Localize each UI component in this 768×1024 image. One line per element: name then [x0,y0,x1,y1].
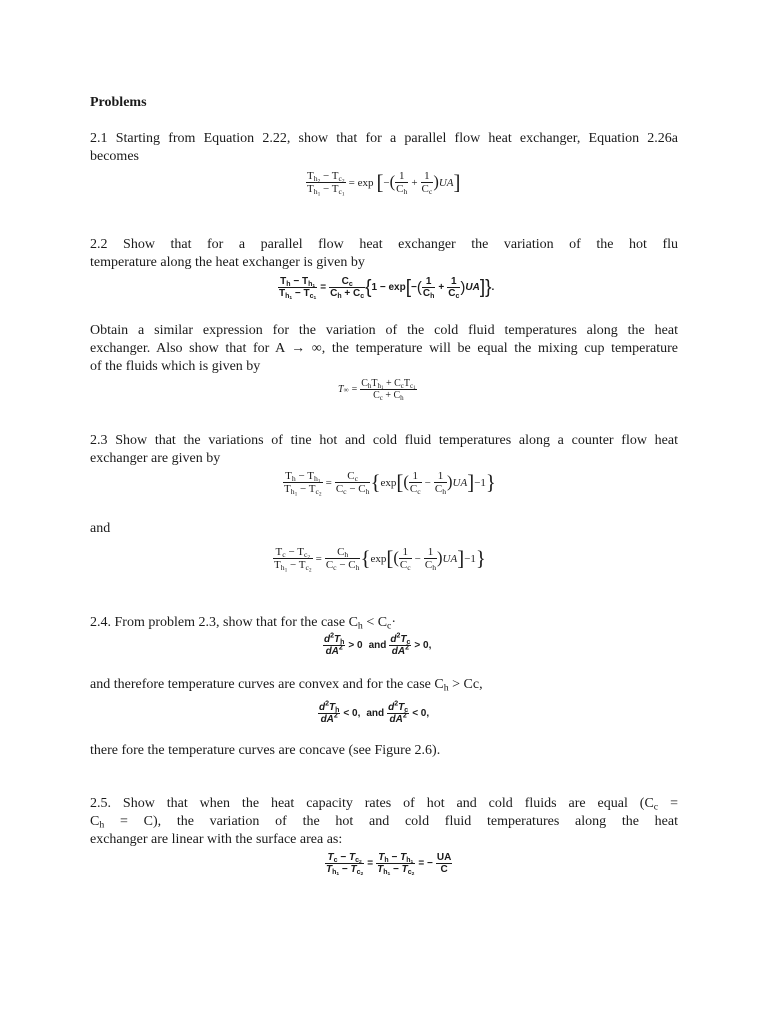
problem-2-4-line-2: and therefore temperature curves are convex and for the case $C_h > Cc$, [90,677,483,694]
equation-2-5: $\frac{T_c - T_{c_2}}{T_{h_1} - T_{c_2}}$ = $\frac{T_h - T_{h_1}}{T_{h_1} - T_{c_2}}$ = − $\frac{UA}{C}$ [326,852,452,877]
problem-2-1-line-2: becomes [90,149,139,164]
equation-2-4-convex: $\frac{d^2T_h}{dA^2}$ > 0 and $\frac{d^2T_c}{dA^2}$ > 0, [324,632,432,657]
equation-2-3-cold: $\frac{T_c - T_{c_2}}{T_{h_1} - T_{c_2}}$ = $\frac{C_h}{C_c - C_h}$ { exp [ ( $\frac{1}{C_c}$ − $\frac{1}{C_h}$ ) UA ] −1 } [274,546,486,574]
problem-2-4-line-3: there fore the temperature curves are concave (see Figure 2.6). [90,743,441,758]
problem-2-2-line-4: exchanger. Also show that for A → ∞, the temperature will be equal the mixing cup temperature [90,341,678,356]
problem-2-5-line-2: $C_h = C$), the variation of the hot and cold fluid temperatures along the heat [90,814,678,831]
equation-2-2: $\frac{T_h - T_{h_1}}{T_{h_1} - T_{c_1}}$ = $\frac{C_c}{C_h + C_c}$ { 1 − exp [ − ( $\frac{1}{C_h}$ + $\frac{1}{C_c}$ ) UA ] } . [279,276,495,301]
problem-2-3-line-1: 2.3 Show that the variations of tine hot and cold fluid temperatures along a counter flow heat [90,433,678,448]
problem-2-2-line-3: Obtain a similar expression for the variation of the cold fluid temperatures along the heat [90,323,678,338]
page-heading: Problems [90,95,147,110]
equation-2-1: $\frac{T_{h_2} - T_{c_2}}{T_{h_1} - T_{c_1}}$ = exp [ − ( $\frac{1}{C_h}$ + $\frac{1}{C_c}$ ) UA ] [307,170,461,198]
problem-2-3-and: and [90,521,111,536]
problem-2-5-line-3: exchanger are linear with the surface area as: [90,832,343,847]
problem-2-2-line-5: of the fluids which is given by [90,359,261,374]
problem-2-1-line-1: 2.1 Starting from Equation 2.22, show that for a parallel flow heat exchanger, Equation 2.26a [90,131,678,146]
problem-2-3-line-2: exchanger are given by [90,451,221,466]
equation-2-4-concave: $\frac{d^2T_h}{dA^2}$ < 0, and $\frac{d^2T_c}{dA^2}$ < 0, [319,700,430,725]
equation-mixing-cup: T ∞ = $\frac{C_hT_{h_1} + C_cT_{c_1}}{C_c + C_h}$ [338,378,416,402]
problem-2-2-line-1: 2.2 Show that for a parallel flow heat exchanger the variation of the hot flu [90,237,678,252]
problem-2-4-line-1: 2.4. From problem 2.3, show that for the case $C_h < C_c\cdot$ [90,615,397,632]
problem-2-5-line-1: 2.5. Show that when the heat capacity rates of hot and cold fluids are equal ($C_c$ = [90,796,678,813]
equation-2-3-hot: $\frac{T_h - T_{h_1}}{T_{h_1} - T_{c_2}}$ = $\frac{C_c}{C_c - C_h}$ { exp [ ( $\frac{1}{C_c}$ − $\frac{1}{C_h}$ ) UA ] −1 } [284,470,496,498]
problem-2-2-line-2: temperature along the heat exchanger is given by [90,255,365,270]
